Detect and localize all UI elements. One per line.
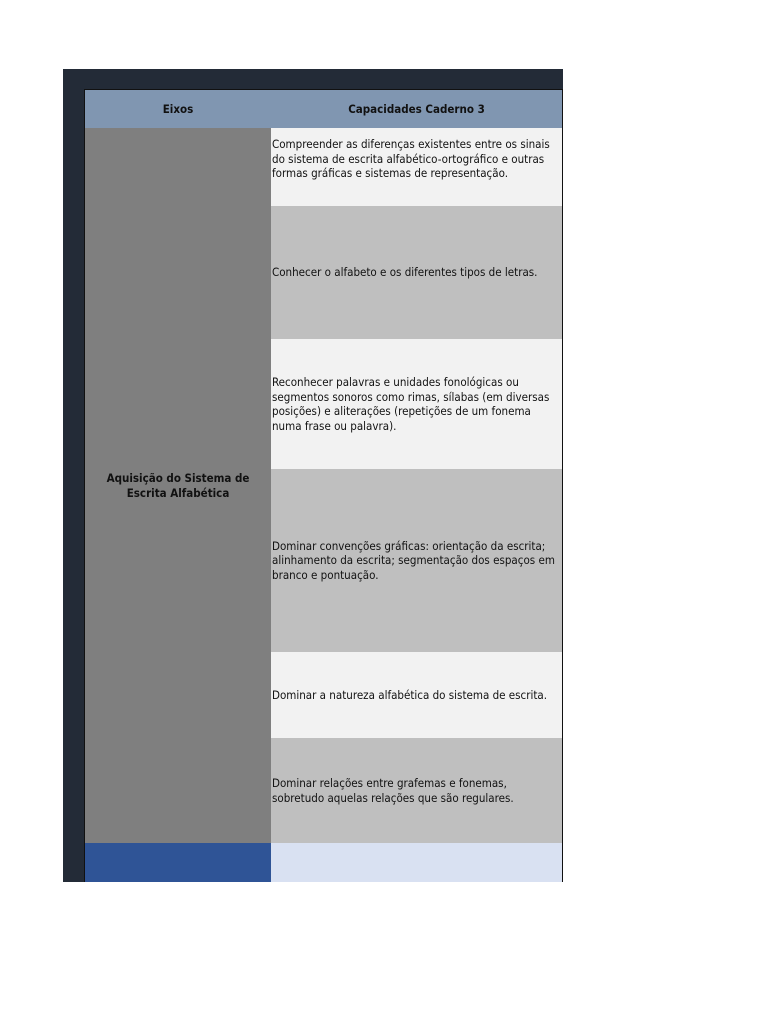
footer-right-cell bbox=[271, 843, 563, 882]
header-capacidades bbox=[271, 89, 563, 129]
axis-cell bbox=[84, 128, 272, 844]
header-eixos bbox=[84, 89, 272, 129]
capacity-row-5 bbox=[271, 652, 563, 739]
header-eixos-label: Eixos bbox=[162, 101, 194, 116]
capacity-text-3: Reconhecer palavras e unidades fonológicas ou segmentos sonoros como rimas, sílabas (em diversas posições) e aliterações (repetições de um fonema numa frase ou palavra). bbox=[272, 375, 550, 433]
capacity-text-4: Dominar convenções gráficas: orientação da escrita; alinhamento da escrita; segmentação dos espaços em branco e pontuação. bbox=[272, 538, 555, 582]
footer-left-cell bbox=[84, 843, 272, 882]
header-capacidades-label: Capacidades Caderno 3 bbox=[348, 101, 485, 116]
capacity-text-6: Dominar relações entre grafemas e fonemas, sobretudo aquelas relações que são regulares. bbox=[272, 776, 514, 805]
capacity-row-3 bbox=[271, 339, 563, 470]
capacity-row-1 bbox=[271, 128, 563, 207]
capacity-text-5: Dominar a natureza alfabética do sistema de escrita. bbox=[272, 687, 548, 702]
capacity-text-2: Conhecer o alfabeto e os diferentes tipos de letras. bbox=[272, 265, 538, 280]
axis-label: Aquisição do Sistema de Escrita Alfabética bbox=[106, 471, 250, 500]
capacity-text-1: Compreender as diferenças existentes entre os sinais do sistema de escrita alfabético-ortográfico e outras formas gráficas e sistemas de representação. bbox=[272, 137, 550, 180]
capacity-row-2 bbox=[271, 206, 563, 340]
capacity-row-6 bbox=[271, 738, 563, 844]
capacity-row-4 bbox=[271, 469, 563, 653]
